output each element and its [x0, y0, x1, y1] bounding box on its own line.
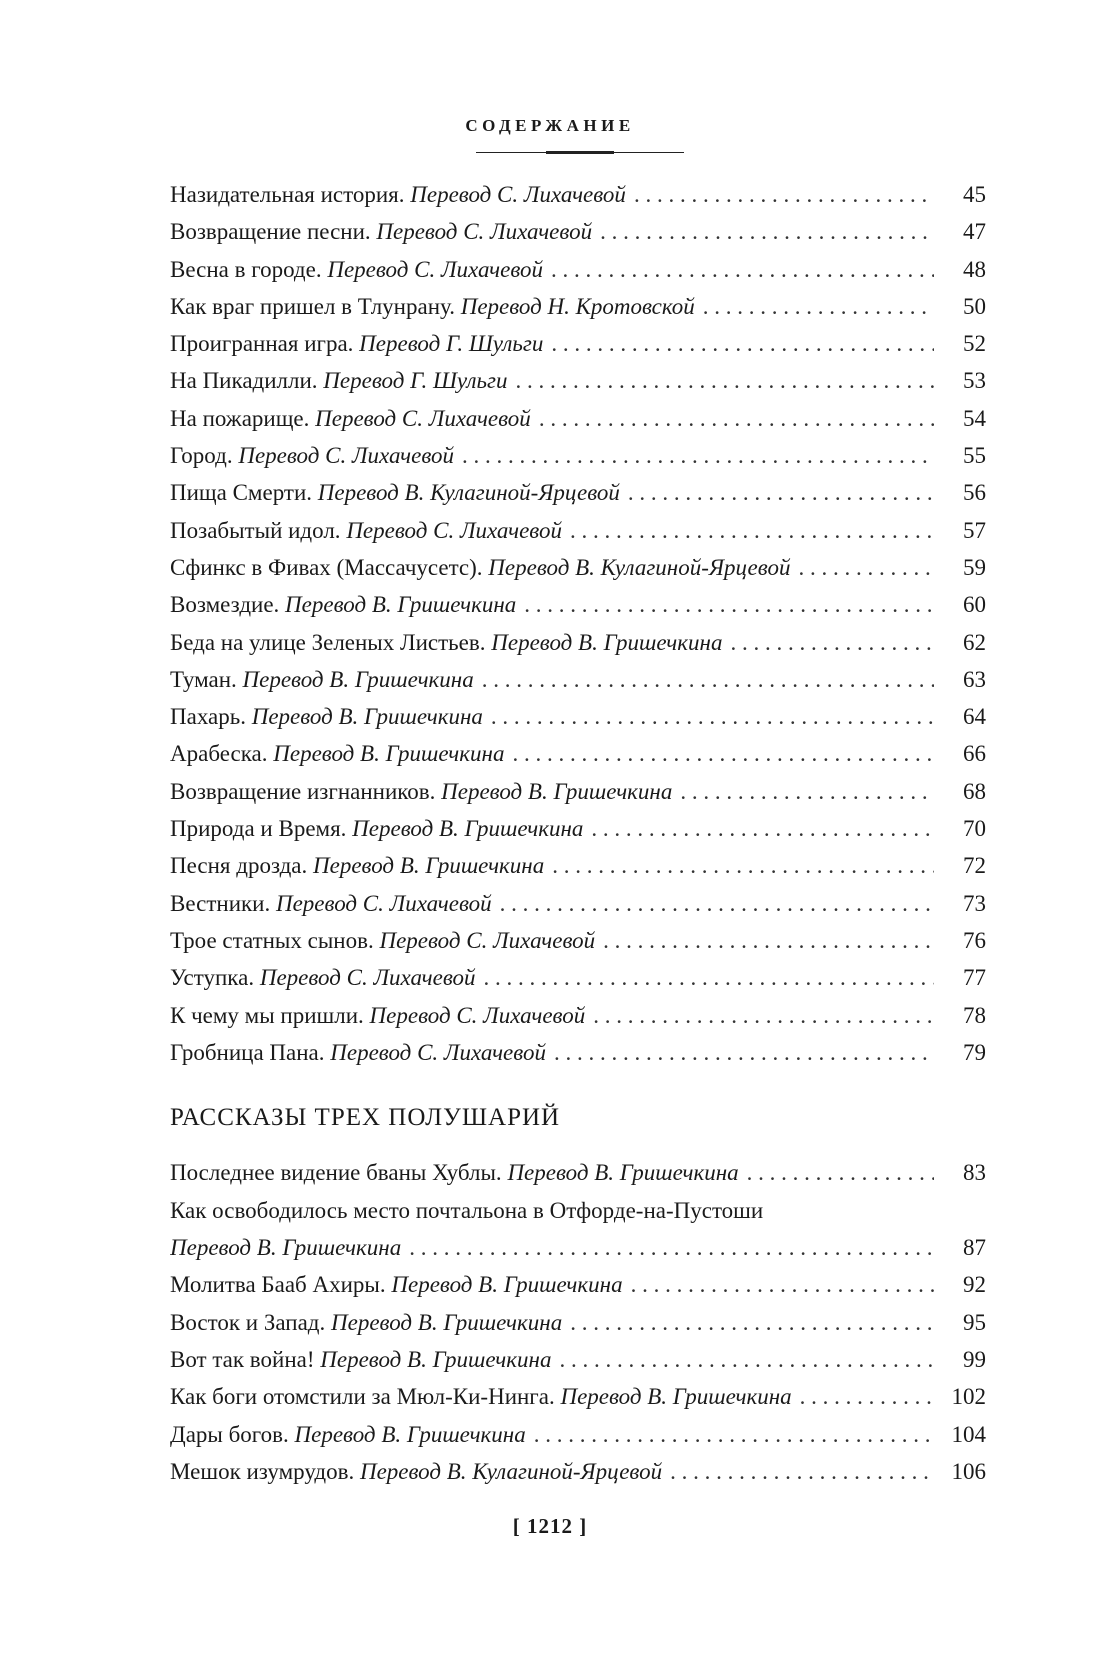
toc-entry — [170, 549, 986, 586]
toc-entry-page: 62 — [963, 629, 986, 655]
toc-entry-page: 64 — [963, 704, 986, 730]
section-heading: РАССКАЗЫ ТРЕХ ПОЛУШАРИЙ — [170, 1104, 561, 1132]
toc-entry — [170, 213, 986, 250]
toc-entry-page: 106 — [951, 1458, 986, 1484]
toc-entry — [170, 810, 986, 847]
dot-leader — [462, 437, 934, 474]
toc-entry — [170, 661, 986, 698]
dot-leader — [516, 362, 935, 399]
dot-leader — [500, 885, 934, 922]
story-title: Возвращение песни. — [170, 219, 377, 245]
toc-entry-page: 57 — [963, 517, 986, 543]
translator-credit: Перевод В. Кулагиной-Ярцевой — [488, 554, 791, 580]
dot-leader — [551, 251, 934, 288]
translator-credit: Перевод С. Лихачевой — [376, 219, 593, 245]
page-number: [ 1212 ] — [512, 1514, 588, 1538]
translator-credit: Перевод В. Гришечкина — [242, 666, 474, 692]
toc-entry-title — [170, 922, 595, 959]
toc-entry-title — [170, 810, 583, 847]
story-title: Уступка. — [170, 965, 260, 991]
toc-entry-page: 95 — [963, 1309, 986, 1335]
toc-entry — [170, 1416, 986, 1453]
toc-entry-title — [170, 512, 562, 549]
toc-entry-title — [170, 176, 626, 213]
dot-leader — [730, 624, 934, 661]
toc-entry-page: 63 — [963, 666, 986, 692]
dot-leader — [482, 661, 934, 698]
head-rule-accent — [546, 151, 614, 154]
dot-leader — [570, 1304, 934, 1341]
toc-entry-title — [170, 1266, 623, 1303]
toc-entry-title — [170, 959, 476, 996]
translator-credit: Перевод С. Лихачевой — [369, 1002, 586, 1028]
story-title: Позабытый идол. — [170, 517, 347, 543]
translator-credit: Перевод В. Гришечкина — [170, 1235, 402, 1261]
toc-entry — [170, 176, 986, 213]
story-title: Беда на улице Зеленых Листьев. — [170, 629, 492, 655]
story-title: Весна в городе. — [170, 256, 328, 282]
dot-leader — [554, 1034, 934, 1071]
dot-leader — [552, 847, 934, 884]
story-title: К чему мы пришли. — [170, 1002, 370, 1028]
translator-credit: Перевод С. Лихачевой — [379, 927, 596, 953]
story-title: Дары богов. — [170, 1421, 295, 1447]
toc-entry — [170, 586, 986, 623]
story-title: Трое статных сынов. — [170, 927, 380, 953]
translator-credit: Перевод С. Лихачевой — [259, 965, 476, 991]
dot-leader — [534, 1416, 934, 1453]
toc-entry-title — [170, 773, 672, 810]
toc-entry-page: 83 — [963, 1160, 986, 1186]
story-title: На Пикадилли. — [170, 368, 324, 394]
toc-entry-title — [170, 735, 504, 772]
toc-entry — [170, 1154, 986, 1191]
translator-credit: Перевод В. Гришечкина — [491, 629, 723, 655]
dot-leader — [591, 810, 934, 847]
toc-entry-page: 68 — [963, 778, 986, 804]
toc-entry-title — [170, 437, 454, 474]
translator-credit: Перевод В. Гришечкина — [285, 592, 517, 618]
story-title: Гробница Пана. — [170, 1039, 331, 1065]
toc-entry-title — [170, 1416, 526, 1453]
story-title: Вот так война! — [170, 1346, 321, 1372]
story-title: Как освободилось место почтальона в Отфорде-на-Пустоши — [170, 1197, 764, 1223]
toc-entry-page: 72 — [963, 853, 986, 879]
toc-entry — [170, 1453, 986, 1490]
toc-entry — [170, 1034, 986, 1071]
dot-leader — [670, 1453, 934, 1490]
toc-entry — [170, 1378, 986, 1415]
translator-credit: Перевод Н. Кротовской — [460, 293, 695, 319]
toc-entry-title — [170, 1192, 986, 1229]
toc-entry-page: 55 — [963, 443, 986, 469]
toc-entry-page: 47 — [963, 219, 986, 245]
toc-entry-title — [170, 661, 474, 698]
toc-entry-page: 73 — [963, 890, 986, 916]
toc-entry-page: 52 — [963, 331, 986, 357]
dot-leader — [747, 1154, 934, 1191]
dot-leader — [600, 213, 934, 250]
toc-entry — [170, 997, 986, 1034]
translator-credit: Перевод С. Лихачевой — [346, 517, 562, 543]
translator-credit: Перевод В. Гришечкина — [294, 1421, 526, 1447]
translator-credit: Перевод В. Гришечкина — [391, 1272, 623, 1298]
toc-entry-page: 54 — [963, 405, 986, 431]
toc-entry-page: 60 — [963, 592, 986, 618]
toc-entry — [170, 474, 986, 511]
toc-entry-page: 76 — [963, 927, 986, 953]
translator-credit: Перевод В. Гришечкина — [313, 853, 545, 879]
toc-entry-page: 53 — [963, 368, 986, 394]
toc-entry-title — [170, 1341, 551, 1378]
toc-entry — [170, 735, 986, 772]
toc-entry — [170, 959, 986, 996]
toc-entry-page: 50 — [963, 293, 986, 319]
toc-entry — [170, 251, 986, 288]
toc-entry — [170, 437, 986, 474]
dot-leader — [524, 586, 934, 623]
toc-entry-title — [170, 549, 790, 586]
dot-leader — [593, 997, 934, 1034]
toc-entry-page: 70 — [963, 816, 986, 842]
dot-leader — [409, 1229, 934, 1266]
dot-leader — [491, 698, 934, 735]
translator-credit: Перевод В. Гришечкина — [507, 1160, 739, 1186]
toc-entry — [170, 624, 986, 661]
toc-entry-page: 92 — [963, 1272, 986, 1298]
translator-credit: Перевод В. Гришечкина — [441, 778, 673, 804]
translator-credit: Перевод В. Гришечкина — [251, 704, 483, 730]
dot-leader — [628, 474, 934, 511]
translator-credit: Перевод В. Гришечкина — [352, 816, 584, 842]
dot-leader — [798, 549, 934, 586]
toc-entry — [170, 400, 986, 437]
toc-entry-title — [170, 362, 508, 399]
toc-entry-title — [170, 1304, 562, 1341]
story-title: Как боги отомстили за Мюл-Ки-Нинга. — [170, 1384, 561, 1410]
translator-credit: Перевод В. Гришечкина — [560, 1384, 792, 1410]
dot-leader — [680, 773, 934, 810]
toc-entry — [170, 1266, 986, 1303]
translator-credit: Перевод С. Лихачевой — [327, 256, 543, 282]
dot-leader — [703, 288, 934, 325]
story-title: Последнее видение бваны Хублы. — [170, 1160, 508, 1186]
translator-credit: Перевод В. Кулагиной-Ярцевой — [359, 1458, 663, 1484]
toc-entry-page: 45 — [963, 182, 986, 207]
toc-entry — [170, 512, 986, 549]
toc-entry-page: 102 — [951, 1384, 986, 1410]
toc-entry-title — [170, 997, 585, 1034]
toc-entry — [170, 698, 986, 735]
toc-entry-page: 48 — [963, 256, 986, 282]
toc-part-1 — [170, 176, 986, 1071]
toc-entry-title — [170, 1034, 546, 1071]
toc-entry — [170, 1304, 986, 1341]
toc-entry-page: 56 — [963, 480, 986, 506]
dot-leader — [570, 512, 934, 549]
translator-credit: Перевод С. Лихачевой — [330, 1039, 546, 1065]
dot-leader — [603, 922, 934, 959]
translator-credit: Перевод В. Кулагиной-Ярцевой — [317, 480, 620, 506]
toc-entry-page: 99 — [963, 1346, 986, 1372]
story-title: Город. — [170, 443, 239, 469]
translator-credit: Перевод В. Гришечкина — [331, 1309, 563, 1335]
toc-entry-title — [170, 1229, 401, 1266]
translator-credit: Перевод С. Лихачевой — [238, 443, 454, 469]
toc-entry-page: 77 — [963, 965, 986, 991]
toc-entry — [170, 325, 986, 362]
story-title: Мешок изумрудов. — [170, 1458, 360, 1484]
story-title: Туман. — [170, 666, 243, 692]
story-title: Восток и Запад. — [170, 1309, 331, 1335]
toc-entry-title — [170, 325, 543, 362]
story-title: Возвращение изгнанников. — [170, 778, 442, 804]
toc-entry — [170, 1192, 986, 1229]
toc-entry-title — [170, 624, 722, 661]
toc-entry — [170, 1229, 986, 1266]
toc-entry-title — [170, 474, 620, 511]
toc-entry — [170, 1341, 986, 1378]
translator-credit: Перевод С. Лихачевой — [275, 890, 492, 916]
story-title: Проигранная игра. — [170, 331, 360, 357]
toc-entry — [170, 885, 986, 922]
toc-entry-page: 104 — [951, 1421, 986, 1447]
toc-entry-title — [170, 1154, 739, 1191]
story-title: Пахарь. — [170, 704, 252, 730]
toc-entry-title — [170, 885, 492, 922]
running-head: СОДЕРЖАНИЕ — [465, 116, 635, 135]
toc-entry-title — [170, 698, 483, 735]
dot-leader — [551, 325, 934, 362]
translator-credit: Перевод В. Гришечкина — [320, 1346, 552, 1372]
story-title: Вестники. — [170, 890, 276, 916]
story-title: Как враг пришел в Тлунрану. — [170, 293, 461, 319]
toc-entry-title — [170, 251, 543, 288]
translator-credit: Перевод Г. Шульги — [323, 368, 508, 394]
table-of-contents — [170, 176, 986, 1490]
story-title: Сфинкс в Фивах (Массачусетс). — [170, 554, 489, 580]
toc-part-2 — [170, 1154, 986, 1490]
toc-entry-title — [170, 213, 592, 250]
toc-entry — [170, 362, 986, 399]
toc-entry — [170, 773, 986, 810]
toc-entry-page: 78 — [963, 1002, 986, 1028]
translator-credit: Перевод С. Лихачевой — [315, 405, 531, 431]
dot-leader — [539, 400, 934, 437]
translator-credit: Перевод С. Лихачевой — [410, 182, 626, 207]
dot-leader — [800, 1378, 934, 1415]
toc-entry — [170, 288, 986, 325]
story-title: Возмездие. — [170, 592, 286, 618]
toc-entry — [170, 847, 986, 884]
story-title: Арабеска. — [170, 741, 274, 767]
toc-entry-title — [170, 586, 516, 623]
story-title: Природа и Время. — [170, 816, 353, 842]
translator-credit: Перевод В. Гришечкина — [273, 741, 505, 767]
toc-entry-title — [170, 400, 531, 437]
translator-credit: Перевод Г. Шульги — [359, 331, 544, 357]
toc-entry-title — [170, 847, 544, 884]
toc-entry-title — [170, 1378, 792, 1415]
toc-entry-title — [170, 1453, 662, 1490]
story-title: Молитва Бааб Ахиры. — [170, 1272, 392, 1298]
dot-leader — [631, 1266, 934, 1303]
toc-entry-page: 66 — [963, 741, 986, 767]
dot-leader — [559, 1341, 934, 1378]
toc-entry-title — [170, 288, 695, 325]
dot-leader — [484, 959, 935, 996]
story-title: На пожарище. — [170, 405, 316, 431]
dot-leader — [634, 176, 934, 213]
story-title: Песня дрозда. — [170, 853, 314, 879]
dot-leader — [512, 735, 934, 772]
story-title: Пища Смерти. — [170, 480, 318, 506]
toc-entry-page: 87 — [963, 1235, 986, 1261]
toc-entry — [170, 922, 986, 959]
toc-entry-page: 59 — [963, 554, 986, 580]
toc-entry-page: 79 — [963, 1039, 986, 1065]
story-title: Назидательная история. — [170, 182, 411, 207]
